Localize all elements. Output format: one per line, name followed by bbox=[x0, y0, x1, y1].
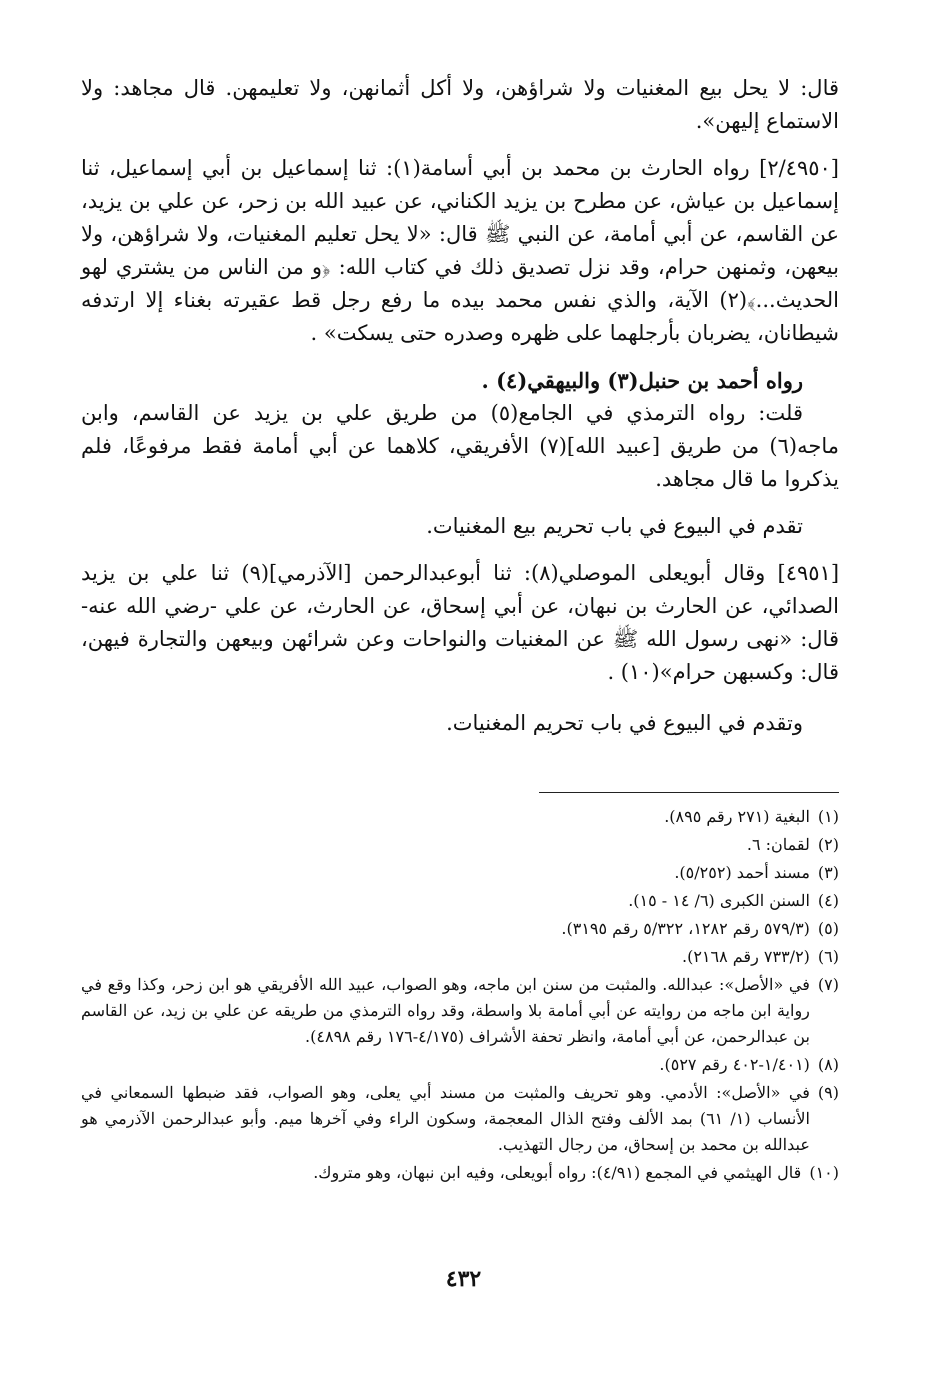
main-text bbox=[81, 72, 839, 754]
footnote-item bbox=[81, 1080, 839, 1158]
hadith-4950-paragraph: [٢/٤٩٥٠] رواه الحارث بن محمد بن أبي أسامة(١): ثنا إسماعيل بن أبي إسماعيل، ثنا إسماعيل بن عياش، عن مطرح بن يزيد الكناني، عن عبيد الله بن زحر، عن علي بن يزيد، عن القاسم، عن أبي أمامة، عن النبي ﷺ قال: «لا يحل تعليم المغنيات، ولا شراؤهن، ولا بيعهن، وثمنهن حرام، وقد نزل تصديق ذلك في كتاب الله: ﴿و من الناس من يشتري لهو الحديث...﴾(٢) الآية، والذي نفس محمد بيده ما رفع رجل قط عقيرته بغناء إلا ارتدفه شيطانان، يضربان بأرجلهما على ظهره وصدره حتى يسكت» . bbox=[81, 156, 839, 345]
footnote-text: لقمان: ٦. bbox=[746, 835, 810, 854]
footnote-item bbox=[81, 1052, 839, 1078]
footnote-number: (١) bbox=[817, 807, 839, 826]
footnote-text: (١/٤٠١-٤٠٢ رقم ٥٢٧). bbox=[659, 1055, 810, 1074]
footnote-number: (١٠) bbox=[809, 1163, 839, 1182]
footnote-number: (٩) bbox=[817, 1083, 839, 1102]
footnote-number: (٢) bbox=[817, 835, 839, 854]
commentary-paragraph: قلت: رواه الترمذي في الجامع(٥) من طريق علي بن يزيد عن القاسم، وابن ماجه(٦) من طريق [عبيد الله](٧) الأفريقي، كلاهما عن أبي أمامة فقط مرفوعًا، فلم يذكروا ما قال مجاهد. bbox=[81, 401, 839, 491]
footnote-text: في «الأصل»: عبدالله. والمثبت من سنن ابن ماجه، وهو الصواب، عبيد الله الأفريقي هو ابن زحر، وكذا وقع في رواية ابن ماجه من روايته عن أبي أمامة بلا واسطة، وقد رواه الترمذي من طريقه عن علي بن زيد، عن القاسم بن عبدالرحمن، عن أبي أمامة، وانظر تحفة الأشراف (٤/١٧٥-١٧٦ رقم ٤٨٩٨). bbox=[81, 975, 810, 1046]
cross-reference-2: وتقدم في البيوع في باب تحريم المغنيات. bbox=[446, 711, 803, 735]
hadith-4951-paragraph: [٤٩٥١] وقال أبويعلى الموصلي(٨): ثنا أبوعبدالرحمن [الآذرمي](٩) ثنا علي بن يزيد الصدائي، عن الحارث بن نبهان، عن أبي إسحاق، عن الحارث، عن علي -رضي الله عنه- قال: «نهى رسول الله ﷺ عن المغنيات والنواحات وعن شرائهن وبيعهن والتجارة فيهن، قال: وكسبهن حرام»(١٠) . bbox=[81, 561, 840, 684]
footnotes-list bbox=[81, 804, 839, 1188]
footnote-number: (٧) bbox=[817, 975, 839, 994]
footnote-text: مسند أحمد (٥/٢٥٢). bbox=[674, 863, 810, 882]
footnote-number: (٤) bbox=[817, 891, 839, 910]
footnote-number: (٣) bbox=[817, 863, 839, 882]
footnote-text: في «الأصل»: الأدمي. وهو تحريف والمثبت من مسند أبي يعلى، وهو الصواب، فقد ضبطها السمعاني في الأنساب (١/ ٦١) بمد الألف وفتح الذال المعجمة، وسكون الراء وفي آخرها ميم. وأبو عبدالرحمن الآذرمي هو عبدالله بن محمد بن إسحاق، من رجال التهذيب. bbox=[81, 1083, 810, 1154]
footnote-item bbox=[81, 916, 839, 942]
narrators-paragraph: رواه أحمد بن حنبل(٣) والبيهقي(٤) . bbox=[481, 368, 803, 393]
paragraph-1: قال: لا يحل بيع المغنيات ولا شراؤهن، ولا أكل أثمانهن، ولا تعليمهن. قال مجاهد: ولا الاستماع إليهن». bbox=[81, 76, 839, 133]
page-number: ٤٣٢ bbox=[445, 1266, 482, 1292]
footnote-text: قال الهيثمي في المجمع (٤/٩١): رواه أبويعلى، وفيه ابن نبهان، وهو متروك. bbox=[313, 1163, 802, 1182]
cross-reference-1: تقدم في البيوع في باب تحريم بيع المغنيات. bbox=[426, 514, 803, 538]
footnote-item bbox=[81, 804, 839, 830]
footnote-item bbox=[81, 888, 839, 914]
footnote-item bbox=[81, 832, 839, 858]
footnote-text: (٥٧٩/٣ رقم ١٢٨٢، ٥/٣٢٢ رقم ٣١٩٥). bbox=[561, 919, 810, 938]
footnote-item bbox=[81, 1160, 839, 1186]
footnote-item bbox=[81, 944, 839, 970]
footnote-text: (٧٣٣/٢ رقم ٢١٦٨). bbox=[681, 947, 810, 966]
footnote-number: (٨) bbox=[817, 1055, 839, 1074]
footnote-number: (٦) bbox=[817, 947, 839, 966]
footnote-separator bbox=[539, 792, 839, 793]
footnote-text: البغية (٢٧١ رقم ٨٩٥). bbox=[664, 807, 810, 826]
footnote-text: السنن الكبرى (٦/ ١٤ - ١٥). bbox=[628, 891, 810, 910]
footnote-number: (٥) bbox=[817, 919, 839, 938]
footnote-item bbox=[81, 972, 839, 1050]
footnote-item bbox=[81, 860, 839, 886]
